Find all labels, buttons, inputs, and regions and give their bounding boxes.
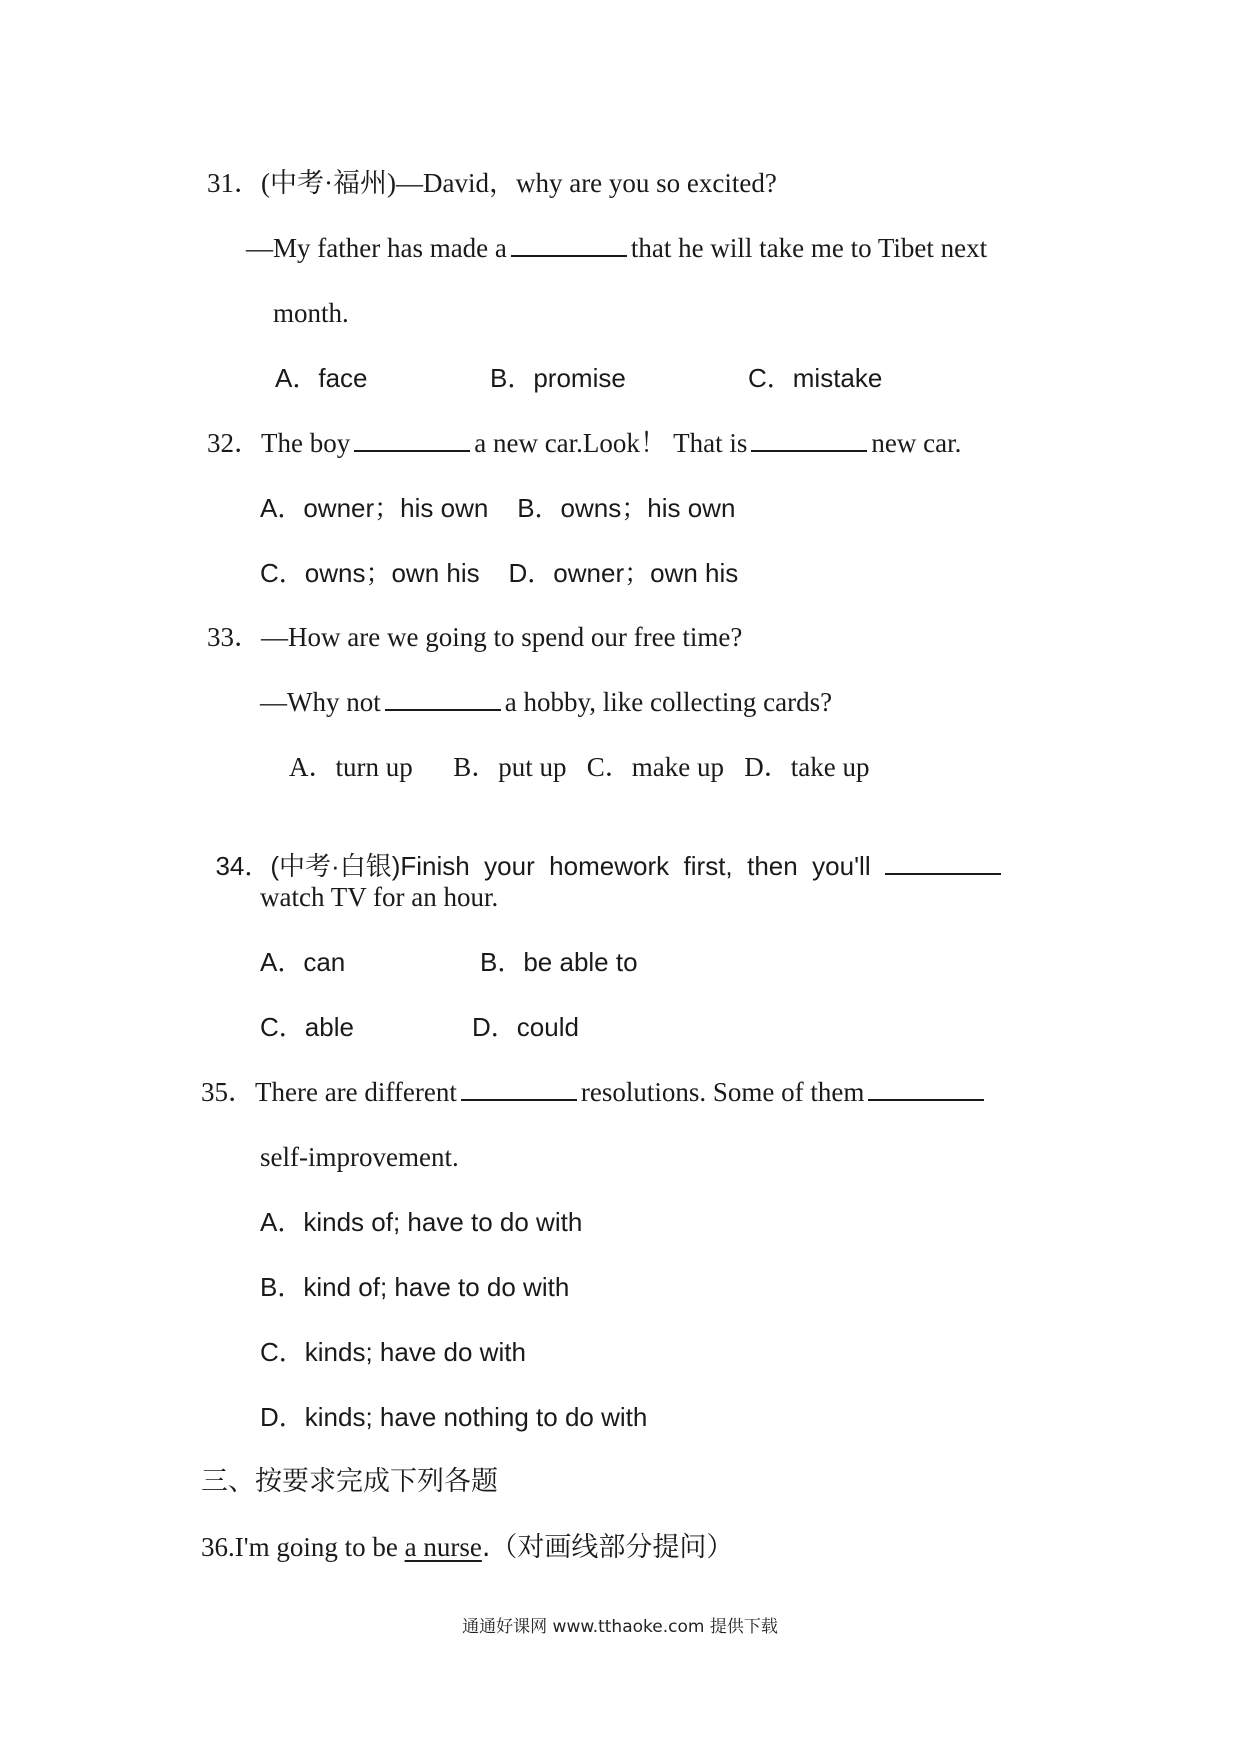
footer-credit: 通通好课网 www.tthaoke.com 提供下载	[462, 1617, 778, 1637]
q31-line3: month.	[273, 298, 349, 328]
q35-option-a[interactable]: A．kinds of; have to do with	[260, 1207, 583, 1237]
q34-option-d[interactable]: D．could	[472, 1012, 579, 1042]
q31-line2-b: that he will take me to Tibet next	[630, 233, 988, 263]
q33-line2	[260, 685, 832, 719]
q34-option-b[interactable]: B．be able to	[480, 947, 638, 977]
answer-blank[interactable]	[885, 851, 1001, 875]
q33-stem: 33．—How are we going to spend our free time?	[207, 622, 743, 652]
q32-stem-a: 32．The boy	[207, 428, 351, 458]
q33-options[interactable]: A．turn up B．put up C．make up D．take up	[289, 752, 870, 782]
q34-line2: watch TV for an hour.	[260, 882, 499, 912]
q35-stem-b: resolutions. Some of them	[580, 1077, 865, 1107]
q34-option-a[interactable]: A．can	[260, 947, 346, 977]
q35-stem-a: 35．There are different	[201, 1077, 457, 1107]
q33-line2-b: a hobby, like collecting cards?	[504, 687, 833, 717]
q31-option-a[interactable]: A．face	[275, 363, 368, 393]
answer-blank[interactable]	[354, 428, 470, 452]
q35-option-b[interactable]: B．kind of; have to do with	[260, 1272, 570, 1302]
answer-blank[interactable]	[461, 1077, 577, 1101]
section-title: 三、按要求完成下列各题	[201, 1466, 498, 1497]
q35-option-c[interactable]: C．kinds; have do with	[260, 1337, 526, 1367]
q35-stem	[201, 1075, 988, 1109]
q32-stem-c: new car.	[871, 428, 962, 458]
answer-blank[interactable]	[385, 687, 501, 711]
q31-stem: 31．(中考·福州)—David，why are you so excited?	[207, 168, 777, 198]
q32-options-cd[interactable]: C．owns；own his D．owner；own his	[260, 558, 739, 588]
q32-stem-b: a new car.Look！ That is	[474, 428, 748, 458]
q34-stem-text: 34．(中考·白银)Finish your homework first, then you'll	[215, 851, 871, 881]
q34-option-c[interactable]: C．able	[260, 1012, 354, 1042]
answer-blank[interactable]	[751, 428, 867, 452]
q32-options-ab[interactable]: A．owner；his own B．owns；his own	[260, 493, 736, 523]
q31-option-c[interactable]: C．mistake	[748, 363, 883, 393]
q36-prefix: 36.I'm going to be	[201, 1532, 405, 1562]
q31-line2-a: —My father has made a	[246, 233, 507, 263]
q36-stem	[201, 1530, 733, 1565]
answer-blank[interactable]	[511, 233, 627, 257]
q32-stem	[207, 426, 961, 460]
q36-suffix: .（对画线部分提问）	[481, 1532, 734, 1563]
q35-line2: self-improvement.	[260, 1142, 459, 1172]
q35-option-d[interactable]: D．kinds; have nothing to do with	[260, 1402, 648, 1432]
q36-underlined-phrase: a nurse	[404, 1532, 482, 1562]
answer-blank[interactable]	[868, 1077, 984, 1101]
q33-line2-a: —Why not	[260, 687, 381, 717]
q31-option-b[interactable]: B．promise	[490, 363, 626, 393]
q34-stem	[201, 815, 1005, 883]
q31-line2	[246, 231, 987, 265]
